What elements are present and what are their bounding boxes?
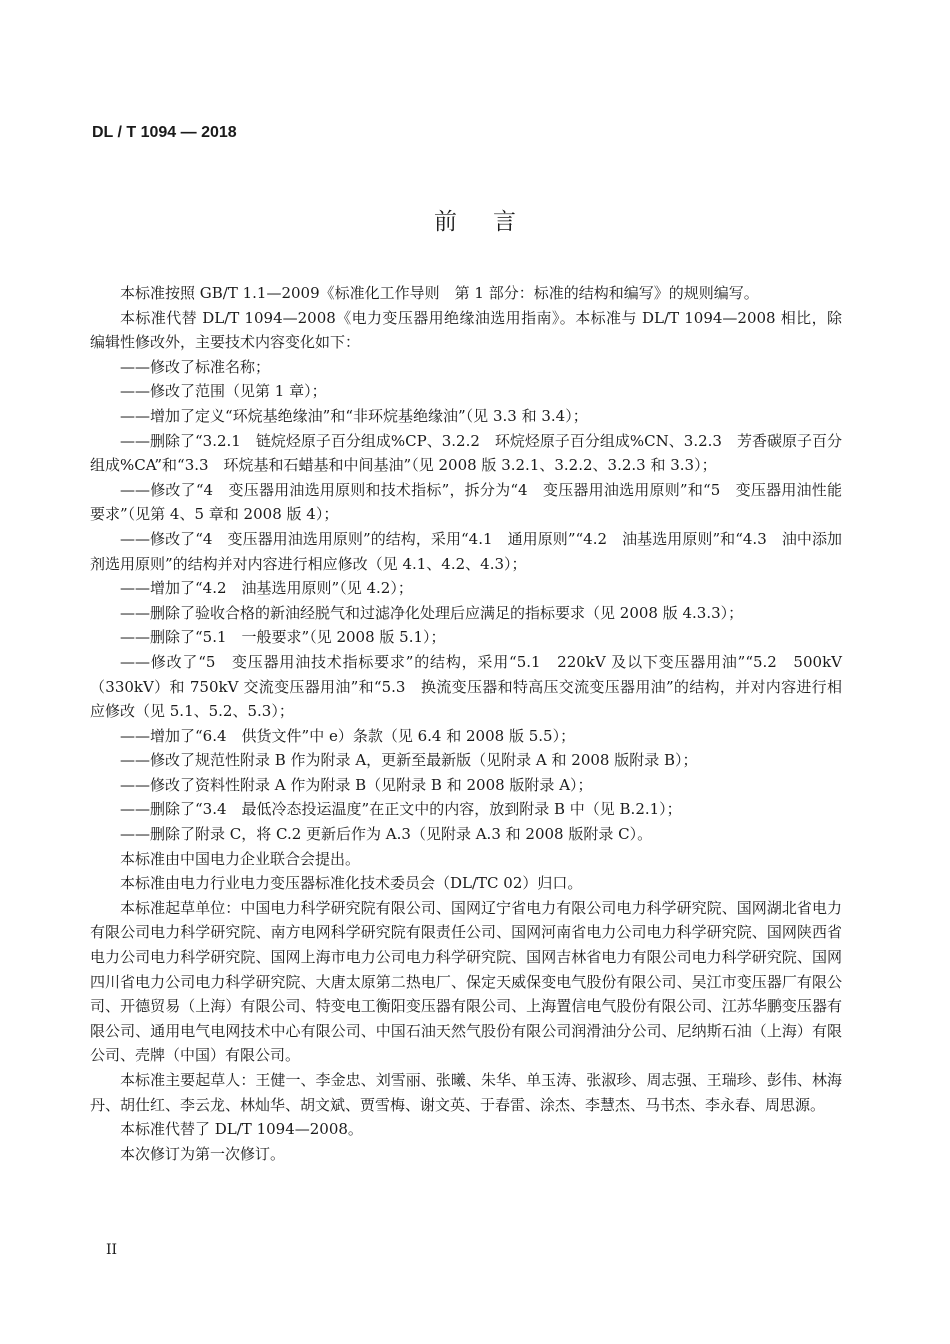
list-item: ——增加了“4.2 油基选用原则”（见 4.2）； xyxy=(120,579,413,598)
list-item: ——增加了“6.4 供货文件”中 e）条款（见 6.4 和 2008 版 5.5）； xyxy=(120,726,576,745)
list-item: ——修改了范围（见第 1 章）； xyxy=(120,382,327,401)
paragraph: 本标准代替了 DL/T 1094—2008。 xyxy=(120,1120,363,1139)
foreword-body xyxy=(90,281,842,1166)
list-item: ——修改了“5 变压器用油技术指标要求”的结构，采用“5.1 220kV 及以下变压器用油”“5.2 500kV（330kV）和 750kV 交流变压器用油”和“5.3 换流变压器和特高压交流变压器用油”的结构，并对内容进行相应修改（见 5.1、5.2、5.3）； xyxy=(90,652,842,721)
list-item: ——修改了标准名称； xyxy=(120,357,271,376)
list-item: ——删除了“3.2.1 链烷烃原子百分组成%CP、3.2.2 环烷烃原子百分组成%CN、3.2.3 芳香碳原子百分组成%CA”和“3.3 环烷基和石蜡基和中间基油”（见 2008 版 3.2.1、3.2.2、3.2.3 和 3.3）； xyxy=(90,431,842,475)
paragraph: 本标准由电力行业电力变压器标准化技术委员会（DL/TC 02）归口。 xyxy=(120,874,583,893)
list-item: ——修改了资料性附录 A 作为附录 B（见附录 B 和 2008 版附录 A）； xyxy=(120,775,593,794)
list-item: ——修改了“4 变压器用油选用原则”的结构，采用“4.1 通用原则”“4.2 油基选用原则”和“4.3 油中添加剂选用原则”的结构并对内容进行相应修改（见 4.1、4.2、4.3）； xyxy=(90,529,842,573)
drafters: 本标准主要起草人：王健一、李金忠、刘雪丽、张曦、朱华、单玉涛、张淑珍、周志强、王瑞珍、彭伟、林海丹、胡仕红、李云龙、林灿华、胡文斌、贾雪梅、谢文英、于春雷、涂杰、李慧杰、马书杰、李永春、周思源。 xyxy=(90,1071,842,1114)
standard-code: DL / T 1094 — 2018 xyxy=(92,124,237,141)
list-item: ——增加了定义“环烷基绝缘油”和“非环烷基绝缘油”（见 3.3 和 3.4）； xyxy=(120,406,588,425)
drafting-units: 本标准起草单位：中国电力科学研究院有限公司、国网辽宁省电力有限公司电力科学研究院、国网湖北省电力有限公司电力科学研究院、南方电网科学研究院有限责任公司、国网河南省电力公司电力科学研究院、国网陕西省电力公司电力科学研究院、国网上海市电力公司电力科学研究院、国网吉林省电力有限公司电力科学研究院、国网四川省电力公司电力科学研究院、大唐太原第二热电厂、保定天威保变电气股份有限公司、吴江市变压器厂有限公司、开德贸易（上海）有限公司、特变电工衡阳变压器有限公司、上海置信电气股份有限公司、江苏华鹏变压器有限公司、通用电气电网技术中心有限公司、中国石油天然气股份有限公司润滑油分公司、尼纳斯石油（上海）有限公司、壳牌（中国）有限公司。 xyxy=(90,898,842,1065)
page-title: 前言 xyxy=(434,209,552,235)
paragraph: 本标准由中国电力企业联合会提出。 xyxy=(120,849,361,868)
paragraph: 本次修订为第一次修订。 xyxy=(120,1144,286,1163)
paragraph: 本标准代替 DL/T 1094—2008《电力变压器用绝缘油选用指南》。本标准与 DL/T 1094—2008 相比，除编辑性修改外，主要技术内容变化如下： xyxy=(90,308,842,352)
paragraph: 本标准按照 GB/T 1.1—2009《标准化工作导则 第 1 部分：标准的结构和编写》的规则编写。 xyxy=(120,284,759,302)
list-item: ——删除了“5.1 一般要求”（见 2008 版 5.1）； xyxy=(120,628,446,647)
page-number: II xyxy=(106,1242,118,1258)
list-item: ——修改了“4 变压器用油选用原则和技术指标”，拆分为“4 变压器用油选用原则”和“5 变压器用油性能要求”（见第 4、5 章和 2008 版 4）； xyxy=(90,480,842,524)
list-item: ——修改了规范性附录 B 作为附录 A，更新至最新版（见附录 A 和 2008 版附录 B）； xyxy=(120,751,698,770)
list-item: ——删除了附录 C，将 C.2 更新后作为 A.3（见附录 A.3 和 2008 版附录 C）。 xyxy=(120,825,653,844)
list-item: ——删除了“3.4 最低冷态投运温度”在正文中的内容，放到附录 B 中（见 B.2.1）； xyxy=(120,800,682,819)
list-item: ——删除了验收合格的新油经脱气和过滤净化处理后应满足的指标要求（见 2008 版 4.3.3）； xyxy=(120,603,744,622)
